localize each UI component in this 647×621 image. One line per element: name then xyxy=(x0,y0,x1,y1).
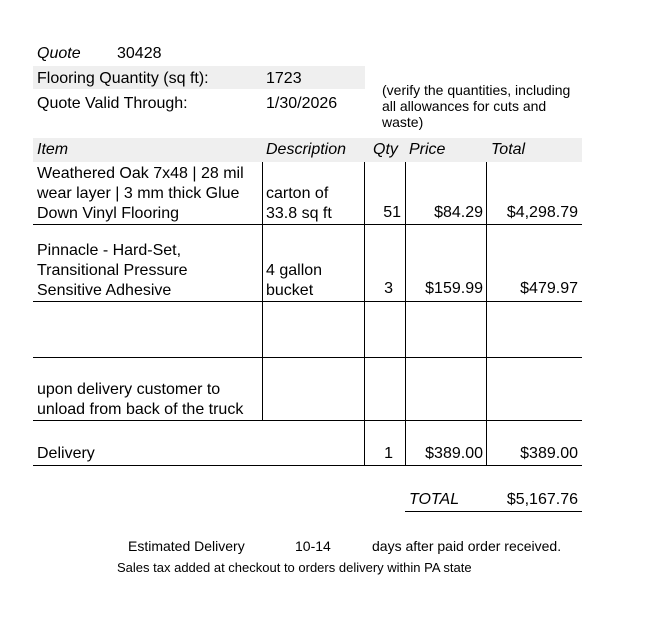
header-qty: Qty xyxy=(373,141,398,158)
sales-tax-note: Sales tax added at checkout to orders delivery within PA state xyxy=(117,560,472,575)
row1-description: carton of 33.8 sq ft xyxy=(266,185,332,222)
row2-description: 4 gallon bucket xyxy=(266,262,323,299)
total-value: $5,167.76 xyxy=(506,491,578,508)
row5-total: $389.00 xyxy=(520,445,578,462)
flooring-quantity-value: 1723 xyxy=(266,70,302,87)
header-item: Item xyxy=(37,141,69,158)
verify-note: (verify the quantities, including all allowances for cuts and waste) xyxy=(382,82,571,130)
col-border-total xyxy=(486,162,487,466)
col-border-price xyxy=(405,162,406,466)
col-border-qty xyxy=(364,162,365,466)
row-border-4 xyxy=(33,420,582,421)
row2-qty: 3 xyxy=(384,280,393,297)
row2-item: Pinnacle - Hard-Set, Transitional Pressure Sensitive Adhesive xyxy=(37,242,188,299)
estimated-delivery-days: 10-14 xyxy=(295,538,331,554)
valid-through-label: Quote Valid Through: xyxy=(37,95,188,112)
row5-price: $389.00 xyxy=(425,445,483,462)
row4-item: upon delivery customer to unload from back of the truck xyxy=(37,381,244,418)
row2-total: $479.97 xyxy=(520,280,578,297)
row1-qty: 51 xyxy=(383,204,401,221)
row-border-2 xyxy=(33,301,582,302)
row1-item: Weathered Oak 7x48 | 28 mil wear layer | 3 mm thick Glue Down Vinyl Flooring xyxy=(37,165,244,222)
flooring-quantity-label: Flooring Quantity (sq ft): xyxy=(37,70,209,87)
row1-total: $4,298.79 xyxy=(506,204,578,221)
row5-qty: 1 xyxy=(384,445,393,462)
estimated-delivery-label: Estimated Delivery xyxy=(128,538,245,554)
row-border-1 xyxy=(33,224,582,225)
row1-price: $84.29 xyxy=(434,204,483,221)
row-border-5 xyxy=(33,465,582,466)
header-total: Total xyxy=(491,141,526,158)
row2-price: $159.99 xyxy=(425,280,483,297)
row5-item: Delivery xyxy=(37,445,95,462)
quote-label: Quote xyxy=(37,45,81,62)
valid-through-value: 1/30/2026 xyxy=(266,95,338,112)
quote-number: 30428 xyxy=(117,45,162,62)
total-label: TOTAL xyxy=(409,491,460,508)
estimated-delivery-suffix: days after paid order received. xyxy=(372,538,562,554)
row-border-3 xyxy=(33,357,582,358)
col-border-description xyxy=(262,162,263,421)
header-description: Description xyxy=(266,141,347,158)
total-underline xyxy=(405,511,582,512)
header-price: Price xyxy=(409,141,446,158)
